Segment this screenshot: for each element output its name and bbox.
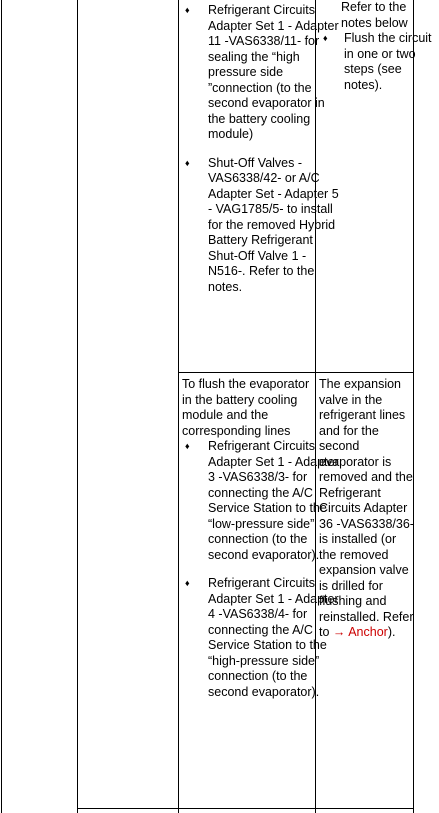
bullet-icon: ♦ — [185, 157, 190, 168]
anchor-link[interactable]: → Anchor — [332, 625, 388, 639]
row1-notes-cell — [316, 0, 432, 93]
notes-end: ). — [387, 625, 396, 639]
list-item — [182, 156, 341, 296]
list-item-text: Refrigerant Circuits Adapter Set 1 - Adapter 11 -VAS6338/11- for sealing the “high pressure side ”connection (to the second evaporator in the battery cooling module) — [208, 3, 339, 141]
list-item — [319, 31, 439, 93]
notes-text: The expansion valve in the refrigerant lines and for the second evaporator is removed and the Refrigerant Circuits Adapter 36 -VAS6338/36- is installed (or the removed expansion valve is drilled for flushing and reinstalled. Refer to — [319, 377, 414, 639]
row2-notes-cell — [316, 377, 412, 641]
table-border-left — [1, 0, 2, 813]
table-column-divider-1 — [77, 0, 78, 813]
procedure-intro: To flush the evaporator in the battery cooling module and the corresponding lines — [182, 377, 310, 438]
list-item-text: Shut-Off Valves -VAS6338/42- or A/C Adapter Set - Adapter 5 - VAG1785/5- to install for the removed Hybrid Battery Refrigerant Shut-Off Valve 1 - N516-. Refer to the notes. — [208, 155, 339, 294]
list-item-text: Refrigerant Circuits Adapter Set 1 - Adapter 3 -VAS6338/3- for connecting the A/C Service Station to the “low-pressure side” connection (to the second evaporator). — [208, 439, 339, 562]
notes-paragraph — [319, 377, 414, 641]
table-row-divider — [178, 372, 414, 373]
bullet-icon: ♦ — [185, 5, 190, 15]
row2-procedure-cell — [179, 377, 339, 700]
table-row-divider-bottom — [77, 808, 414, 809]
notes-text: Refer to the notes below — [341, 0, 408, 30]
bullet-icon: ♦ — [185, 441, 190, 451]
row1-procedure-cell — [179, 3, 339, 295]
bullet-icon: ♦ — [185, 578, 190, 588]
bullet-icon: ♦ — [323, 33, 328, 43]
list-item-text: Refrigerant Circuits Adapter Set 1 - Adapter 4 -VAS6338/4- for connecting the A/C Service Station to the “high-pressure side” connection (to the second evaporator). — [208, 576, 339, 699]
list-item-text: Flush the circuit in one or two steps (see notes). — [344, 31, 432, 92]
